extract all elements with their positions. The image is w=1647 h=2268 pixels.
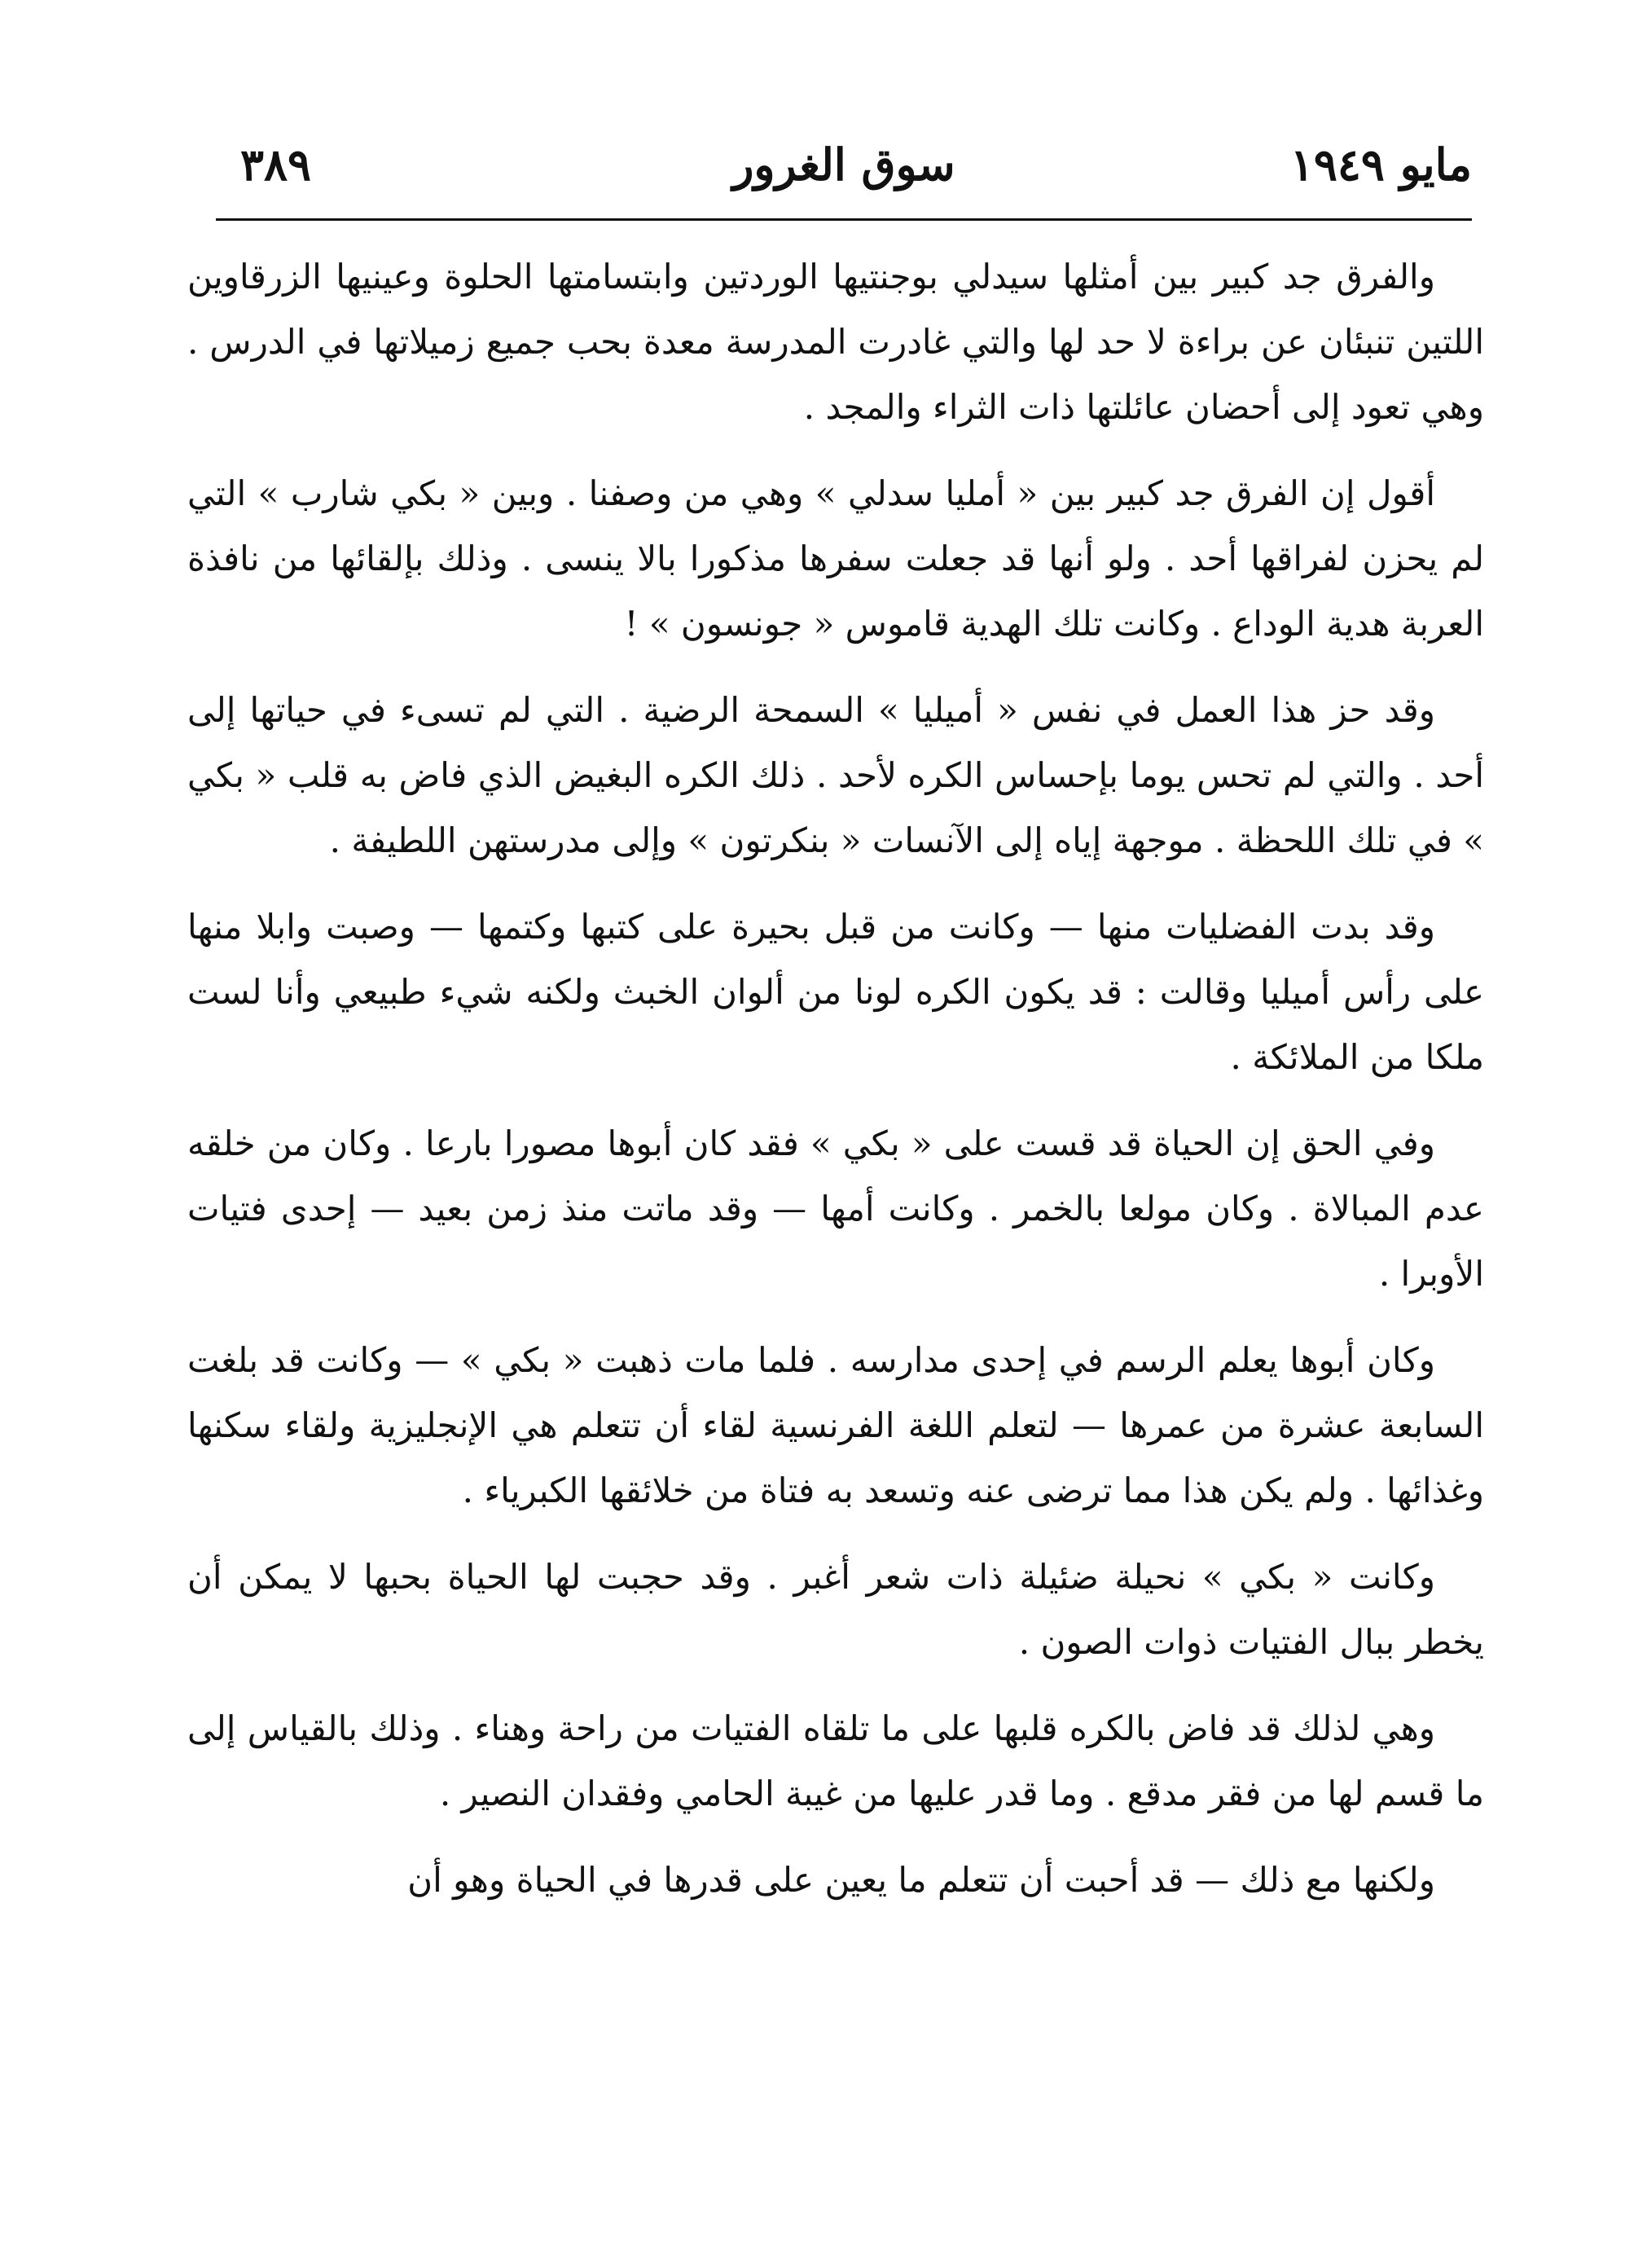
page-number: ٣٨٩ [240,138,312,191]
page-header [216,138,1472,212]
issue-date: مايو ١٩٤٩ [1289,138,1472,191]
paragraph: وقد بدت الفضليات منها — وكانت من قبل بحيرة على كتبها وكتمها — وصبت وابلا منها على رأس أميليا وقالت : قد يكون الكره لونا من ألوان الخبث ولكنه شيء طبيعي وأنا لست ملكا من الملائكة . [187,907,1484,1077]
paragraph: وكان أبوها يعلم الرسم في إحدى مدارسه . فلما مات ذهبت « بكي » — وكانت قد بلغت السابعة عشرة من عمرها — لتعلم اللغة الفرنسية لقاء أن تتعلم هي الإنجليزية ولقاء سكنها وغذائها . ولم يكن هذا مما ترضى عنه وتسعد به فتاة من خلائقها الكبرياء . [187,1340,1484,1510]
running-title: سوق الغرور [732,138,955,191]
article-body [187,244,1484,2183]
paragraph: وقد حز هذا العمل في نفس « أميليا » السمحة الرضية . التي لم تسىء في حياتها إلى أحد . والتي لم تحس يوما بإحساس الكره لأحد . ذلك الكره البغيض الذي فاض به قلب « بكي » في تلك اللحظة . موجهة إياه إلى الآنسات « بنكرتون » وإلى مدرستهن اللطيفة . [187,690,1484,860]
header-rule [216,218,1472,221]
paragraph: أقول إن الفرق جد كبير بين « أمليا سدلي » وهي من وصفنا . وبين « بكي شارب » التي لم يحزن لفراقها أحد . ولو أنها قد جعلت سفرها مذكورا بالا ينسى . وذلك بإلقائها من نافذة العربة هدية الوداع . وكانت تلك الهدية قاموس « جونسون » ! [187,473,1484,644]
paragraph: ولكنها مع ذلك — قد أحبت أن تتعلم ما يعين على قدرها في الحياة وهو أن [407,1860,1435,1900]
paragraph: وكانت « بكي » نحيلة ضئيلة ذات شعر أغبر . وقد حجبت لها الحياة بحبها لا يمكن أن يخطر ببال الفتيات ذوات الصون . [187,1557,1484,1662]
paragraph: وهي لذلك قد فاض بالكره قلبها على ما تلقاه الفتيات من راحة وهناء . وذلك بالقياس إلى ما قسم لها من فقر مدقع . وما قدر عليها من غيبة الحامي وفقدان النصير . [187,1708,1484,1813]
paragraph: والفرق جد كبير بين أمثلها سيدلي بوجنتيها الوردتين وابتسامتها الحلوة وعينيها الزرقاوين اللتين تنبئان عن براءة لا حد لها والتي غادرت المدرسة معدة بحب جميع زميلاتها في الدرس . وهي تعود إلى أحضان عائلتها ذات الثراء والمجد . [187,257,1484,427]
paragraph: وفي الحق إن الحياة قد قست على « بكي » فقد كان أبوها مصورا بارعا . وكان من خلقه عدم المبالاة . وكان مولعا بالخمر . وكانت أمها — وقد ماتت منذ زمن بعيد — إحدى فتيات الأوبرا . [187,1123,1484,1294]
